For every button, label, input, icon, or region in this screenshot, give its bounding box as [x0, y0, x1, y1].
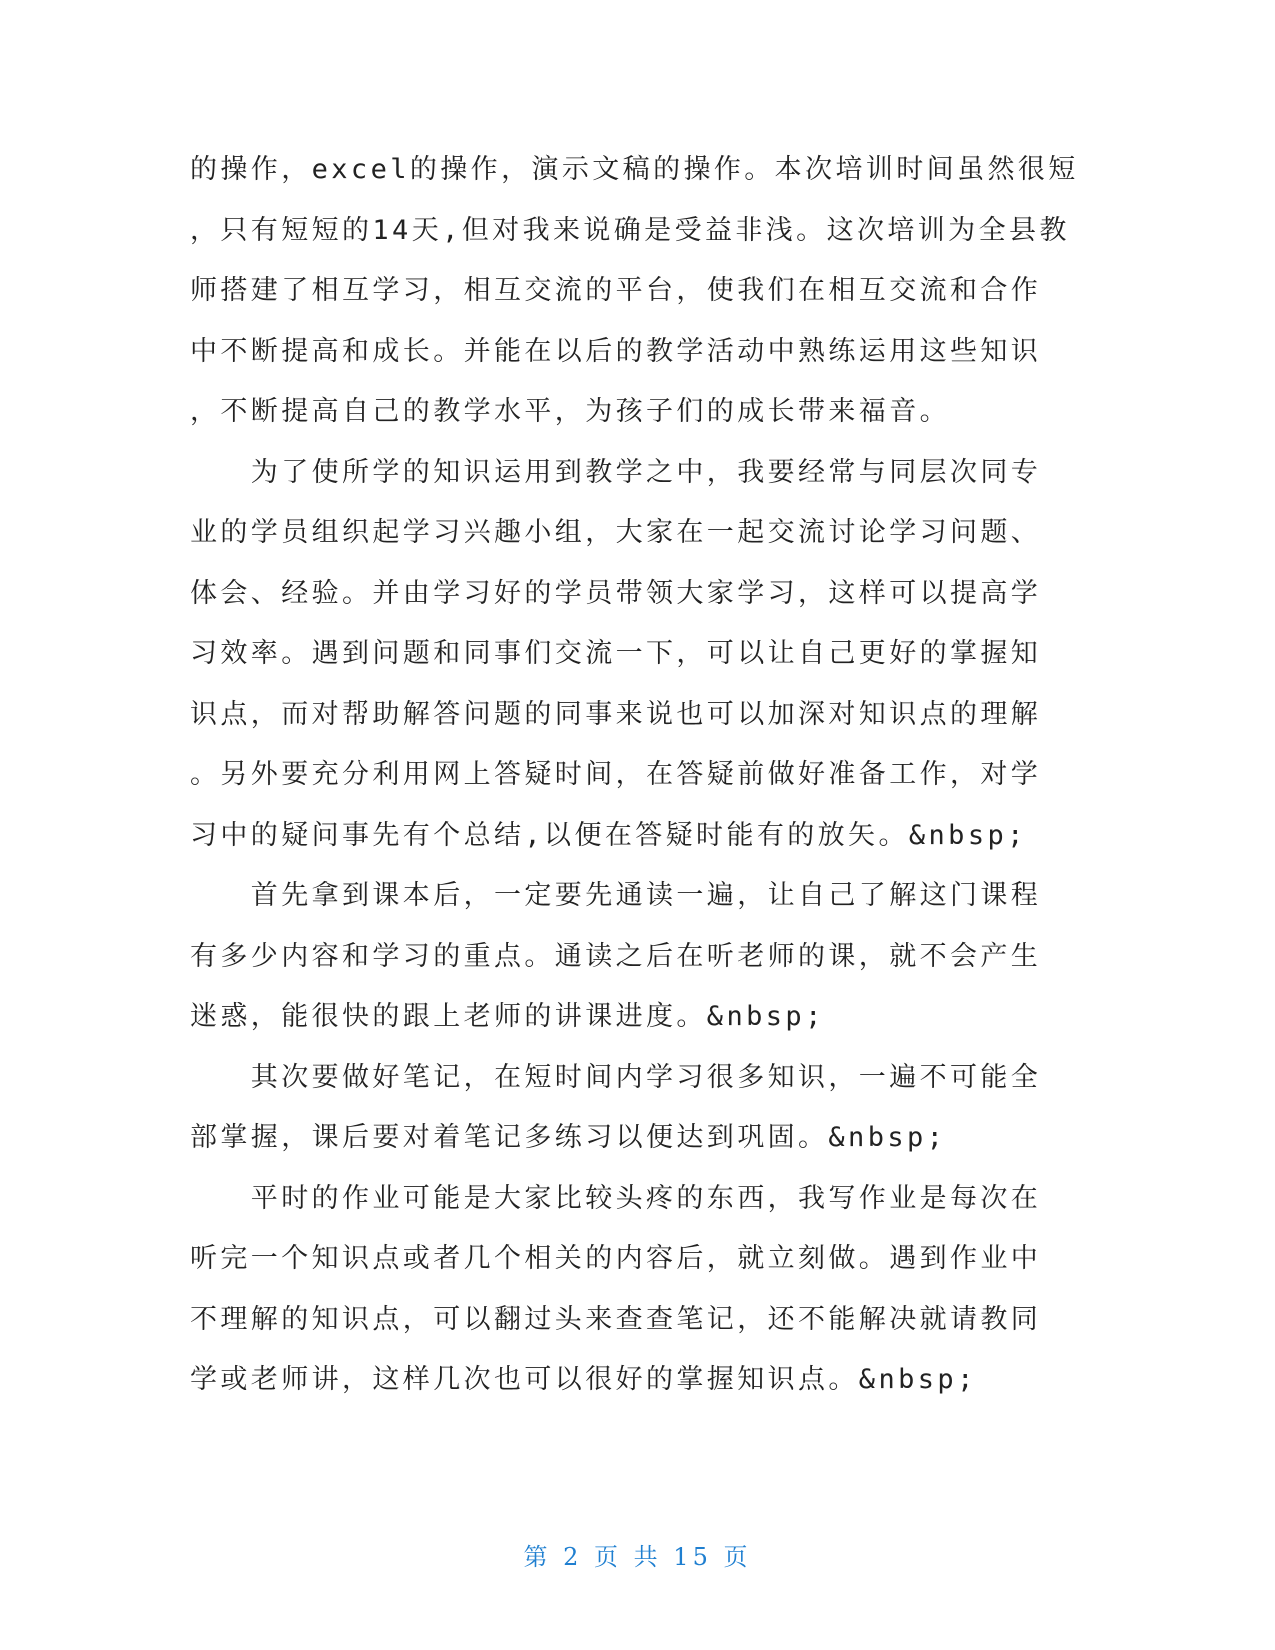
text-line: 听完一个知识点或者几个相关的内容后，就立刻做。遇到作业中: [190, 1243, 1042, 1274]
text-line: 识点，而对帮助解答问题的同事来说也可以加深对知识点的理解: [190, 698, 1042, 730]
text-line: 学或老师讲，这样几次也可以很好的掌握知识点。&nbsp;: [190, 1364, 977, 1395]
text-line: 其次要做好笔记，在短时间内学习很多知识，一遍不可能全: [190, 1061, 1042, 1093]
text-line: 习效率。遇到问题和同事们交流一下，可以让自己更好的掌握知: [190, 638, 1042, 669]
text-line: 师搭建了相互学习，相互交流的平台，使我们在相互交流和合作: [190, 275, 1042, 306]
text-line: 部掌握，课后要对着笔记多练习以便达到巩固。&nbsp;: [190, 1122, 947, 1153]
text-line: 。另外要充分利用网上答疑时间，在答疑前做好准备工作，对学: [190, 759, 1042, 790]
text-line: 中不断提高和成长。并能在以后的教学活动中熟练运用这些知识: [190, 335, 1042, 367]
text-line: 不理解的知识点，可以翻过头来查查笔记，还不能解决就请教同: [190, 1303, 1042, 1335]
text-line: 为了使所学的知识运用到教学之中，我要经常与同层次同专: [190, 456, 1042, 488]
text-line: 业的学员组织起学习兴趣小组，大家在一起交流讨论学习问题、: [190, 517, 1042, 548]
text-line: 迷惑，能很快的跟上老师的讲课进度。&nbsp;: [190, 1001, 825, 1032]
page-number-footer: 第 2 页 共 15 页: [523, 1543, 752, 1571]
text-line: ，不断提高自己的教学水平，为孩子们的成长带来福音。: [190, 396, 950, 427]
text-line: 体会、经验。并由学习好的学员带领大家学习，这样可以提高学: [190, 577, 1042, 609]
text-line: 平时的作业可能是大家比较头疼的东西，我写作业是每次在: [190, 1182, 1042, 1214]
text-line: 习中的疑问事先有个总结,以便在答疑时能有的放矢。&nbsp;: [190, 819, 1027, 851]
text-line: 有多少内容和学习的重点。通读之后在听老师的课，就不会产生: [190, 940, 1042, 972]
text-line: ，只有短短的14天,但对我来说确是受益非浅。这次培训为全县教: [190, 214, 1070, 246]
text-line: 首先拿到课本后，一定要先通读一遍，让自己了解这门课程: [190, 880, 1042, 911]
body-text: [190, 140, 1080, 1411]
text-line: 的操作，excel的操作，演示文稿的操作。本次培训时间虽然很短: [190, 154, 1079, 185]
